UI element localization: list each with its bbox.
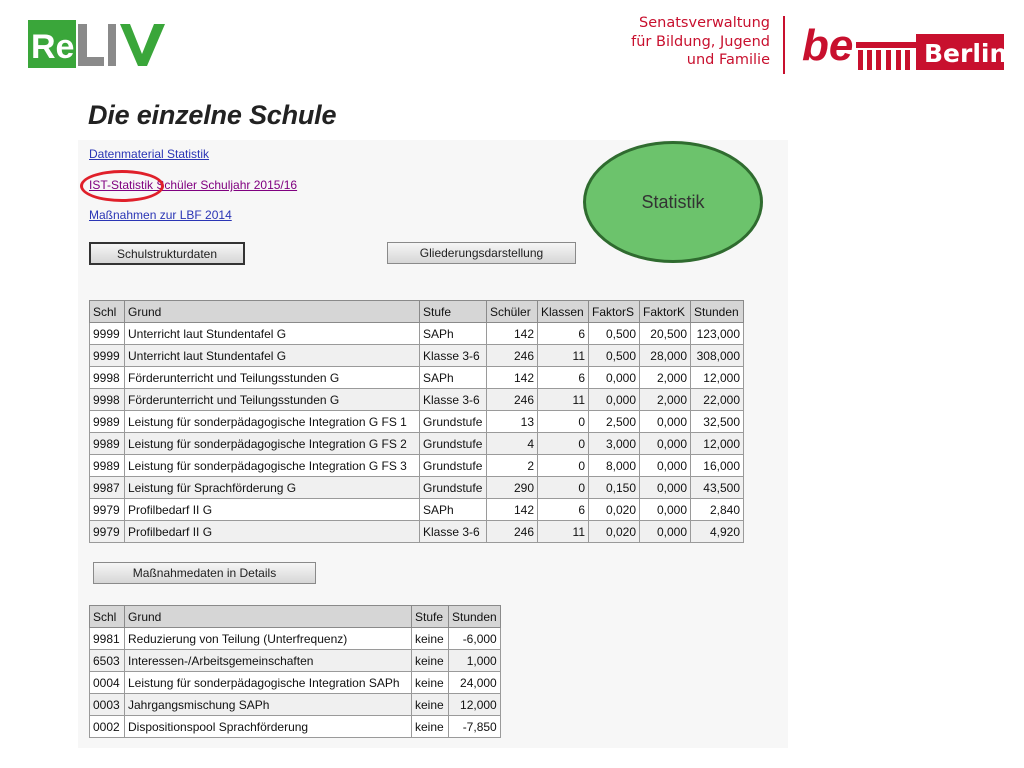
- table-row: [90, 499, 744, 521]
- cell-schueler: 142: [487, 367, 538, 389]
- col-schl: Schl: [90, 606, 125, 628]
- cell-grund: Profilbedarf II G: [125, 521, 420, 543]
- reliv-logo: [28, 20, 168, 68]
- cell-stufe: Klasse 3-6: [420, 345, 487, 367]
- cell-klassen: 0: [538, 455, 589, 477]
- statistik-callout: [583, 141, 763, 263]
- table-header-row: [90, 301, 744, 323]
- cell-faktork: 0,000: [640, 433, 691, 455]
- cell-klassen: 0: [538, 477, 589, 499]
- cell-faktors: 2,500: [589, 411, 640, 433]
- cell-schueler: 13: [487, 411, 538, 433]
- gliederungsdarstellung-button[interactable]: Gliederungsdarstellung: [387, 242, 576, 264]
- col-stufe: Stufe: [420, 301, 487, 323]
- cell-stunden: -7,850: [449, 716, 501, 738]
- cell-grund: Förderunterricht und Teilungsstunden G: [125, 367, 420, 389]
- massnahmen-table: [89, 605, 501, 738]
- cell-stufe: SAPh: [420, 323, 487, 345]
- cell-klassen: 11: [538, 521, 589, 543]
- cell-stunden: 32,500: [691, 411, 744, 433]
- cell-stunden: 4,920: [691, 521, 744, 543]
- cell-faktors: 0,000: [589, 389, 640, 411]
- cell-stunden: 123,000: [691, 323, 744, 345]
- cell-schueler: 4: [487, 433, 538, 455]
- cell-schl: 9998: [90, 389, 125, 411]
- cell-stufe: Grundstufe: [420, 455, 487, 477]
- cell-schl: 9998: [90, 367, 125, 389]
- cell-faktors: 0,020: [589, 521, 640, 543]
- table-row: [90, 411, 744, 433]
- col-faktork: FaktorK: [640, 301, 691, 323]
- col-faktors: FaktorS: [589, 301, 640, 323]
- cell-schueler: 246: [487, 521, 538, 543]
- table-row: [90, 672, 501, 694]
- cell-stufe: keine: [412, 628, 449, 650]
- cell-schl: 0002: [90, 716, 125, 738]
- cell-stufe: keine: [412, 694, 449, 716]
- slide-title: Die einzelne Schule: [88, 100, 337, 130]
- cell-schl: 9981: [90, 628, 125, 650]
- cell-schueler: 246: [487, 345, 538, 367]
- cell-schueler: 142: [487, 499, 538, 521]
- senat-text: [630, 14, 770, 70]
- cell-klassen: 0: [538, 433, 589, 455]
- berlin-be-text: be: [802, 21, 854, 70]
- cell-schl: 9999: [90, 345, 125, 367]
- cell-stunden: 1,000: [449, 650, 501, 672]
- cell-stufe: Grundstufe: [420, 433, 487, 455]
- cell-schl: 9987: [90, 477, 125, 499]
- cell-faktors: 0,150: [589, 477, 640, 499]
- cell-stunden: 12,000: [691, 433, 744, 455]
- cell-stunden: 43,500: [691, 477, 744, 499]
- logo-separator: [783, 16, 785, 74]
- cell-stufe: SAPh: [420, 499, 487, 521]
- cell-stufe: Klasse 3-6: [420, 521, 487, 543]
- statistik-callout-label: Statistik: [641, 191, 705, 212]
- berlin-logo: [800, 18, 1008, 74]
- brandenburg-gate-icon: [856, 42, 916, 70]
- cell-grund: Leistung für sonderpädagogische Integration G FS 1: [125, 411, 420, 433]
- cell-faktors: 0,000: [589, 367, 640, 389]
- link-massnahmen-lbf[interactable]: Maßnahmen zur LBF 2014: [89, 208, 232, 222]
- cell-grund: Unterricht laut Stundentafel G: [125, 345, 420, 367]
- table-row: [90, 694, 501, 716]
- col-stufe: Stufe: [412, 606, 449, 628]
- col-stunden: Stunden: [691, 301, 744, 323]
- cell-stunden: -6,000: [449, 628, 501, 650]
- cell-klassen: 6: [538, 323, 589, 345]
- cell-schueler: 246: [487, 389, 538, 411]
- berlin-text: Berlin: [924, 39, 1008, 68]
- cell-schl: 9989: [90, 455, 125, 477]
- col-schl: Schl: [90, 301, 125, 323]
- cell-faktork: 0,000: [640, 521, 691, 543]
- cell-faktork: 0,000: [640, 499, 691, 521]
- cell-stufe: Grundstufe: [420, 477, 487, 499]
- table-row: [90, 345, 744, 367]
- col-klassen: Klassen: [538, 301, 589, 323]
- cell-klassen: 6: [538, 367, 589, 389]
- cell-faktork: 20,500: [640, 323, 691, 345]
- cell-faktors: 0,500: [589, 345, 640, 367]
- table-row: [90, 650, 501, 672]
- cell-faktork: 2,000: [640, 389, 691, 411]
- cell-grund: Leistung für Sprachförderung G: [125, 477, 420, 499]
- cell-stufe: Grundstufe: [420, 411, 487, 433]
- schulstrukturdaten-button[interactable]: Schulstrukturdaten: [89, 242, 245, 265]
- cell-stunden: 16,000: [691, 455, 744, 477]
- cell-grund: Förderunterricht und Teilungsstunden G: [125, 389, 420, 411]
- table-row: [90, 455, 744, 477]
- link-ist-statistik[interactable]: IST-Statistik Schüler Schuljahr 2015/16: [89, 178, 298, 192]
- table-row: [90, 433, 744, 455]
- col-grund: Grund: [125, 606, 412, 628]
- cell-faktork: 28,000: [640, 345, 691, 367]
- cell-grund: Interessen-/Arbeitsgemeinschaften: [125, 650, 412, 672]
- cell-grund: Leistung für sonderpädagogische Integration SAPh: [125, 672, 412, 694]
- senat-line-3: und Familie: [686, 52, 770, 68]
- cell-faktors: 3,000: [589, 433, 640, 455]
- link-datenmaterial-statistik[interactable]: Datenmaterial Statistik: [89, 147, 210, 161]
- cell-faktors: 0,500: [589, 323, 640, 345]
- cell-stufe: keine: [412, 672, 449, 694]
- cell-klassen: 11: [538, 389, 589, 411]
- cell-faktors: 8,000: [589, 455, 640, 477]
- cell-faktork: 0,000: [640, 411, 691, 433]
- col-stunden: Stunden: [449, 606, 501, 628]
- cell-stunden: 308,000: [691, 345, 744, 367]
- table-row: [90, 716, 501, 738]
- cell-stufe: keine: [412, 716, 449, 738]
- cell-faktors: 0,020: [589, 499, 640, 521]
- cell-grund: Jahrgangsmischung SAPh: [125, 694, 412, 716]
- cell-stunden: 24,000: [449, 672, 501, 694]
- cell-stunden: 12,000: [691, 367, 744, 389]
- cell-grund: Dispositionspool Sprachförderung: [125, 716, 412, 738]
- table-row: [90, 477, 744, 499]
- cell-schl: 0004: [90, 672, 125, 694]
- table-row: [90, 628, 501, 650]
- cell-schl: 9979: [90, 499, 125, 521]
- cell-stufe: Klasse 3-6: [420, 389, 487, 411]
- massnahmedaten-details-button[interactable]: Maßnahmedaten in Details: [93, 562, 316, 584]
- table-header-row: [90, 606, 501, 628]
- cell-schl: 9989: [90, 411, 125, 433]
- cell-schueler: 142: [487, 323, 538, 345]
- cell-grund: Leistung für sonderpädagogische Integration G FS 2: [125, 433, 420, 455]
- cell-stufe: keine: [412, 650, 449, 672]
- col-schueler: Schüler: [487, 301, 538, 323]
- cell-grund: Profilbedarf II G: [125, 499, 420, 521]
- cell-faktork: 0,000: [640, 455, 691, 477]
- senat-line-1: Senatsverwaltung: [639, 15, 770, 31]
- table-row: [90, 389, 744, 411]
- cell-stunden: 22,000: [691, 389, 744, 411]
- cell-grund: Leistung für sonderpädagogische Integration G FS 3: [125, 455, 420, 477]
- senat-berlin-logo: [630, 12, 1010, 76]
- cell-grund: Unterricht laut Stundentafel G: [125, 323, 420, 345]
- senat-line-2: für Bildung, Jugend: [631, 33, 770, 50]
- cell-stunden: 12,000: [449, 694, 501, 716]
- table-row: [90, 367, 744, 389]
- col-grund: Grund: [125, 301, 420, 323]
- cell-schueler: 290: [487, 477, 538, 499]
- cell-schl: 9989: [90, 433, 125, 455]
- cell-faktork: 2,000: [640, 367, 691, 389]
- cell-klassen: 6: [538, 499, 589, 521]
- cell-stunden: 2,840: [691, 499, 744, 521]
- svg-text:Re: Re: [31, 28, 75, 66]
- table-row: [90, 323, 744, 345]
- cell-schl: 9979: [90, 521, 125, 543]
- cell-schl: 9999: [90, 323, 125, 345]
- cell-schueler: 2: [487, 455, 538, 477]
- cell-stufe: SAPh: [420, 367, 487, 389]
- cell-schl: 6503: [90, 650, 125, 672]
- cell-faktork: 0,000: [640, 477, 691, 499]
- cell-grund: Reduzierung von Teilung (Unterfrequenz): [125, 628, 412, 650]
- cell-klassen: 11: [538, 345, 589, 367]
- table-row: [90, 521, 744, 543]
- cell-klassen: 0: [538, 411, 589, 433]
- cell-schl: 0003: [90, 694, 125, 716]
- schulstruktur-table: [89, 300, 744, 543]
